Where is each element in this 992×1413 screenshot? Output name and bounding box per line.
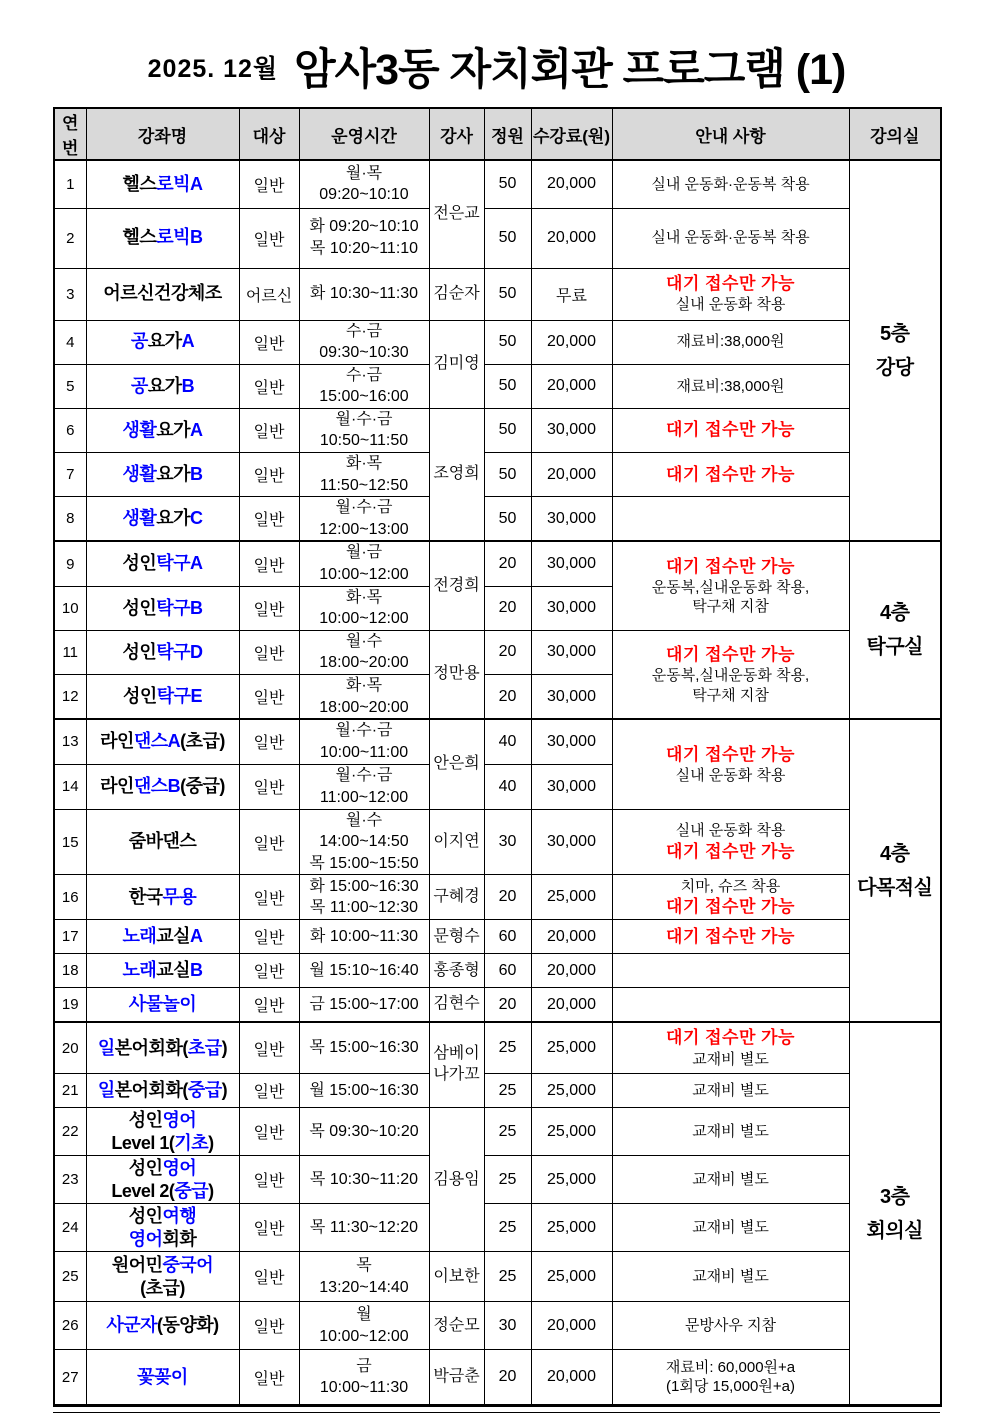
instructor-cell: 문형수	[429, 920, 484, 954]
note-cell	[612, 988, 849, 1022]
fee-cell: 20,000	[531, 320, 612, 364]
course-name-cell: 성인영어 Level 1(기초)	[86, 1108, 239, 1156]
instructor-cell: 안은희	[429, 719, 484, 809]
capacity-cell: 50	[484, 453, 531, 497]
course-name-cell: 헬스로빅B	[86, 208, 239, 268]
capacity-cell: 40	[484, 719, 531, 764]
note-cell: 대기 접수만 가능 실내 운동화 착용	[612, 719, 849, 809]
target-cell: 일반	[239, 920, 299, 954]
seq-cell: 17	[54, 920, 86, 954]
course-name-cell: 한국무용	[86, 875, 239, 920]
time-cell: 월·수·금 10:50~11:50	[299, 408, 429, 452]
instructor-cell: 박금춘	[429, 1350, 484, 1406]
table-row	[54, 541, 941, 586]
note-cell: 교재비 별도	[612, 1074, 849, 1108]
capacity-cell: 30	[484, 1302, 531, 1350]
capacity-cell: 25	[484, 1108, 531, 1156]
target-cell: 일반	[239, 1302, 299, 1350]
time-cell: 월·수·금 12:00~13:00	[299, 497, 429, 542]
note-cell: 대기 접수만 가능 교재비 별도	[612, 1022, 849, 1074]
table-row	[54, 453, 941, 497]
fee-cell: 20,000	[531, 988, 612, 1022]
column-header: 안내 사항	[612, 108, 849, 160]
column-header: 대상	[239, 108, 299, 160]
time-cell: 목 10:30~11:20	[299, 1156, 429, 1204]
time-cell: 월 15:00~16:30	[299, 1074, 429, 1108]
note-cell: 실내 운동화 착용 대기 접수만 가능	[612, 809, 849, 875]
seq-cell: 26	[54, 1302, 86, 1350]
target-cell: 일반	[239, 160, 299, 208]
course-name-cell: 공요가A	[86, 320, 239, 364]
fee-cell: 30,000	[531, 497, 612, 542]
time-cell: 월 10:00~12:00	[299, 1302, 429, 1350]
instructor-cell: 정만용	[429, 630, 484, 719]
target-cell: 일반	[239, 364, 299, 408]
fee-cell: 25,000	[531, 875, 612, 920]
table-row	[54, 809, 941, 875]
instructor-cell: 김용임	[429, 1108, 484, 1252]
note-cell: 대기 접수만 가능 실내 운동화 착용	[612, 268, 849, 320]
instructor-cell: 조영희	[429, 408, 484, 541]
fee-cell: 25,000	[531, 1108, 612, 1156]
time-cell: 월·수·금 11:00~12:00	[299, 764, 429, 809]
table-body	[54, 160, 941, 1406]
table-row	[54, 160, 941, 208]
target-cell: 일반	[239, 320, 299, 364]
capacity-cell: 50	[484, 208, 531, 268]
capacity-cell: 20	[484, 630, 531, 674]
fee-cell: 30,000	[531, 675, 612, 720]
title-main: 암사3동 자치회관 프로그램 (1)	[294, 46, 846, 94]
fee-cell: 30,000	[531, 809, 612, 875]
course-name-cell: 성인여행 영어회화	[86, 1204, 239, 1252]
table-row	[54, 1302, 941, 1350]
table-row	[54, 1108, 941, 1156]
capacity-cell: 50	[484, 320, 531, 364]
target-cell: 일반	[239, 875, 299, 920]
instructor-cell: 홍종형	[429, 954, 484, 988]
target-cell: 일반	[239, 675, 299, 720]
table-row	[54, 954, 941, 988]
target-cell: 일반	[239, 809, 299, 875]
capacity-cell: 30	[484, 809, 531, 875]
seq-cell: 1	[54, 160, 86, 208]
fee-cell: 20,000	[531, 364, 612, 408]
instructor-cell: 김순자	[429, 268, 484, 320]
course-name-cell: 어르신건강체조	[86, 268, 239, 320]
column-header: 수강료(원)	[531, 108, 612, 160]
capacity-cell: 60	[484, 920, 531, 954]
table-row	[54, 208, 941, 268]
fee-cell: 20,000	[531, 920, 612, 954]
note-cell: 교재비 별도	[612, 1252, 849, 1302]
time-cell: 월·수·금 10:00~11:00	[299, 719, 429, 764]
table-row	[54, 268, 941, 320]
instructor-cell: 전은교	[429, 160, 484, 268]
time-cell: 화·목 18:00~20:00	[299, 675, 429, 720]
target-cell: 일반	[239, 586, 299, 630]
fee-cell: 30,000	[531, 764, 612, 809]
course-name-cell: 사물놀이	[86, 988, 239, 1022]
target-cell: 일반	[239, 630, 299, 674]
time-cell: 화·목 10:00~12:00	[299, 586, 429, 630]
table-row	[54, 1252, 941, 1302]
time-cell: 목 09:30~10:20	[299, 1108, 429, 1156]
time-cell: 금 10:00~11:30	[299, 1350, 429, 1406]
capacity-cell: 20	[484, 988, 531, 1022]
table-row	[54, 320, 941, 364]
fee-cell: 25,000	[531, 1252, 612, 1302]
time-cell: 수·금 09:30~10:30	[299, 320, 429, 364]
target-cell: 일반	[239, 1252, 299, 1302]
fee-cell: 20,000	[531, 1350, 612, 1406]
course-name-cell: 성인탁구D	[86, 630, 239, 674]
seq-cell: 6	[54, 408, 86, 452]
room-cell: 5층 강당	[849, 160, 941, 541]
instructor-cell: 구혜경	[429, 875, 484, 920]
seq-cell: 18	[54, 954, 86, 988]
note-cell: 대기 접수만 가능	[612, 408, 849, 452]
fee-cell: 20,000	[531, 160, 612, 208]
capacity-cell: 25	[484, 1204, 531, 1252]
seq-cell: 5	[54, 364, 86, 408]
course-name-cell: 성인탁구A	[86, 541, 239, 586]
seq-cell: 19	[54, 988, 86, 1022]
course-name-cell: 일본어회화(초급)	[86, 1022, 239, 1074]
target-cell: 일반	[239, 1156, 299, 1204]
note-cell: 대기 접수만 가능	[612, 920, 849, 954]
capacity-cell: 20	[484, 675, 531, 720]
seq-cell: 23	[54, 1156, 86, 1204]
course-name-cell: 노래교실A	[86, 920, 239, 954]
note-cell: 대기 접수만 가능	[612, 453, 849, 497]
note-cell	[612, 497, 849, 542]
time-cell: 화 10:00~11:30	[299, 920, 429, 954]
seq-cell: 13	[54, 719, 86, 764]
note-cell: 교재비 별도	[612, 1204, 849, 1252]
course-name-cell: 헬스로빅A	[86, 160, 239, 208]
table-row	[54, 1022, 941, 1074]
note-cell: 재료비:38,000원	[612, 364, 849, 408]
table-row	[54, 408, 941, 452]
course-name-cell: 사군자(동양화)	[86, 1302, 239, 1350]
target-cell: 일반	[239, 1074, 299, 1108]
table-row	[54, 920, 941, 954]
table-row	[54, 630, 941, 674]
fee-cell: 25,000	[531, 1074, 612, 1108]
column-header: 정원	[484, 108, 531, 160]
seq-cell: 7	[54, 453, 86, 497]
note-cell: 재료비: 60,000원+a (1회당 15,000원+a)	[612, 1350, 849, 1406]
target-cell: 일반	[239, 719, 299, 764]
instructor-cell: 전경희	[429, 541, 484, 630]
title-date: 2025. 12월	[147, 54, 279, 83]
table-row	[54, 1350, 941, 1406]
note-cell: 대기 접수만 가능 운동복,실내운동화 착용, 탁구채 지참	[612, 541, 849, 630]
seq-cell: 4	[54, 320, 86, 364]
room-cell: 4층 탁구실	[849, 541, 941, 719]
instructor-cell: 이지연	[429, 809, 484, 875]
fee-cell: 25,000	[531, 1022, 612, 1074]
time-cell: 월·수 14:00~14:50 목 15:00~15:50	[299, 809, 429, 875]
time-cell: 화 15:00~16:30 목 11:00~12:30	[299, 875, 429, 920]
note-cell: 실내 운동화·운동복 착용	[612, 208, 849, 268]
instructor-cell: 김현수	[429, 988, 484, 1022]
table-row	[54, 875, 941, 920]
fee-cell: 20,000	[531, 208, 612, 268]
seq-cell: 8	[54, 497, 86, 542]
course-name-cell: 꽃꽂이	[86, 1350, 239, 1406]
course-name-cell: 일본어회화(중급)	[86, 1074, 239, 1108]
capacity-cell: 20	[484, 875, 531, 920]
capacity-cell: 50	[484, 160, 531, 208]
capacity-cell: 50	[484, 268, 531, 320]
column-header: 운영시간	[299, 108, 429, 160]
time-cell: 화·목 11:50~12:50	[299, 453, 429, 497]
seq-cell: 24	[54, 1204, 86, 1252]
fee-cell: 30,000	[531, 719, 612, 764]
note-cell: 교재비 별도	[612, 1108, 849, 1156]
seq-cell: 2	[54, 208, 86, 268]
instructor-cell: 이보한	[429, 1252, 484, 1302]
target-cell: 일반	[239, 988, 299, 1022]
target-cell: 일반	[239, 1108, 299, 1156]
target-cell: 일반	[239, 954, 299, 988]
program-table	[53, 107, 942, 1407]
time-cell: 월·금 10:00~12:00	[299, 541, 429, 586]
capacity-cell: 25	[484, 1074, 531, 1108]
time-cell: 금 15:00~17:00	[299, 988, 429, 1022]
fee-cell: 25,000	[531, 1204, 612, 1252]
capacity-cell: 60	[484, 954, 531, 988]
fee-cell: 무료	[531, 268, 612, 320]
target-cell: 일반	[239, 497, 299, 542]
fee-cell: 25,000	[531, 1156, 612, 1204]
column-header: 강좌명	[86, 108, 239, 160]
target-cell: 일반	[239, 1350, 299, 1406]
course-name-cell: 생활요가C	[86, 497, 239, 542]
instructor-cell: 정순모	[429, 1302, 484, 1350]
target-cell: 일반	[239, 1204, 299, 1252]
course-name-cell: 원어민중국어 (초급)	[86, 1252, 239, 1302]
column-header: 강의실	[849, 108, 941, 160]
note-cell	[612, 954, 849, 988]
page-title	[53, 36, 940, 97]
time-cell: 월 15:10~16:40	[299, 954, 429, 988]
seq-cell: 15	[54, 809, 86, 875]
fee-cell: 20,000	[531, 453, 612, 497]
capacity-cell: 50	[484, 497, 531, 542]
header-row	[54, 108, 941, 160]
note-cell: 재료비:38,000원	[612, 320, 849, 364]
target-cell: 일반	[239, 1022, 299, 1074]
table-row	[54, 719, 941, 764]
table-row	[54, 1204, 941, 1252]
room-cell: 4층 다목적실	[849, 719, 941, 1022]
capacity-cell: 20	[484, 586, 531, 630]
room-cell: 3층 회의실	[849, 1022, 941, 1406]
time-cell: 목 13:20~14:40	[299, 1252, 429, 1302]
seq-cell: 22	[54, 1108, 86, 1156]
seq-cell: 21	[54, 1074, 86, 1108]
instructor-cell: 김미영	[429, 320, 484, 408]
course-name-cell: 공요가B	[86, 364, 239, 408]
course-name-cell: 생활요가B	[86, 453, 239, 497]
note-cell: 문방사우 지참	[612, 1302, 849, 1350]
course-name-cell: 라인댄스B(중급)	[86, 764, 239, 809]
capacity-cell: 25	[484, 1156, 531, 1204]
fee-cell: 30,000	[531, 630, 612, 674]
capacity-cell: 50	[484, 408, 531, 452]
table-row	[54, 364, 941, 408]
time-cell: 목 15:00~16:30	[299, 1022, 429, 1074]
time-cell: 수·금 15:00~16:00	[299, 364, 429, 408]
seq-cell: 10	[54, 586, 86, 630]
fee-cell: 20,000	[531, 954, 612, 988]
target-cell: 일반	[239, 764, 299, 809]
course-name-cell: 성인탁구E	[86, 675, 239, 720]
course-name-cell: 줌바댄스	[86, 809, 239, 875]
time-cell: 화 09:20~10:10 목 10:20~11:10	[299, 208, 429, 268]
course-name-cell: 성인탁구B	[86, 586, 239, 630]
column-header: 강사	[429, 108, 484, 160]
note-cell: 치마, 슈즈 착용 대기 접수만 가능	[612, 875, 849, 920]
seq-cell: 9	[54, 541, 86, 586]
seq-cell: 14	[54, 764, 86, 809]
fee-cell: 30,000	[531, 408, 612, 452]
seq-cell: 3	[54, 268, 86, 320]
target-cell: 일반	[239, 208, 299, 268]
course-name-cell: 라인댄스A(초급)	[86, 719, 239, 764]
capacity-cell: 20	[484, 1350, 531, 1406]
time-cell: 월·목 09:20~10:10	[299, 160, 429, 208]
note-cell: 실내 운동화·운동복 착용	[612, 160, 849, 208]
seq-cell: 20	[54, 1022, 86, 1074]
fee-cell: 20,000	[531, 1302, 612, 1350]
instructor-cell: 삼베이 나가꼬	[429, 1022, 484, 1108]
seq-cell: 27	[54, 1350, 86, 1406]
seq-cell: 11	[54, 630, 86, 674]
table-row	[54, 1156, 941, 1204]
target-cell: 일반	[239, 408, 299, 452]
capacity-cell: 20	[484, 541, 531, 586]
time-cell: 화 10:30~11:30	[299, 268, 429, 320]
table-row	[54, 988, 941, 1022]
capacity-cell: 50	[484, 364, 531, 408]
note-cell: 교재비 별도	[612, 1156, 849, 1204]
note-cell: 대기 접수만 가능 운동복,실내운동화 착용, 탁구채 지참	[612, 630, 849, 719]
target-cell: 일반	[239, 541, 299, 586]
capacity-cell: 40	[484, 764, 531, 809]
column-header: 연번	[54, 108, 86, 160]
seq-cell: 12	[54, 675, 86, 720]
course-name-cell: 생활요가A	[86, 408, 239, 452]
capacity-cell: 25	[484, 1022, 531, 1074]
fee-cell: 30,000	[531, 586, 612, 630]
time-cell: 목 11:30~12:20	[299, 1204, 429, 1252]
seq-cell: 25	[54, 1252, 86, 1302]
course-name-cell: 성인영어 Level 2(중급)	[86, 1156, 239, 1204]
table-row	[54, 1074, 941, 1108]
fee-cell: 30,000	[531, 541, 612, 586]
table-row	[54, 497, 941, 542]
target-cell: 어르신	[239, 268, 299, 320]
target-cell: 일반	[239, 453, 299, 497]
capacity-cell: 25	[484, 1252, 531, 1302]
seq-cell: 16	[54, 875, 86, 920]
course-name-cell: 노래교실B	[86, 954, 239, 988]
time-cell: 월·수 18:00~20:00	[299, 630, 429, 674]
